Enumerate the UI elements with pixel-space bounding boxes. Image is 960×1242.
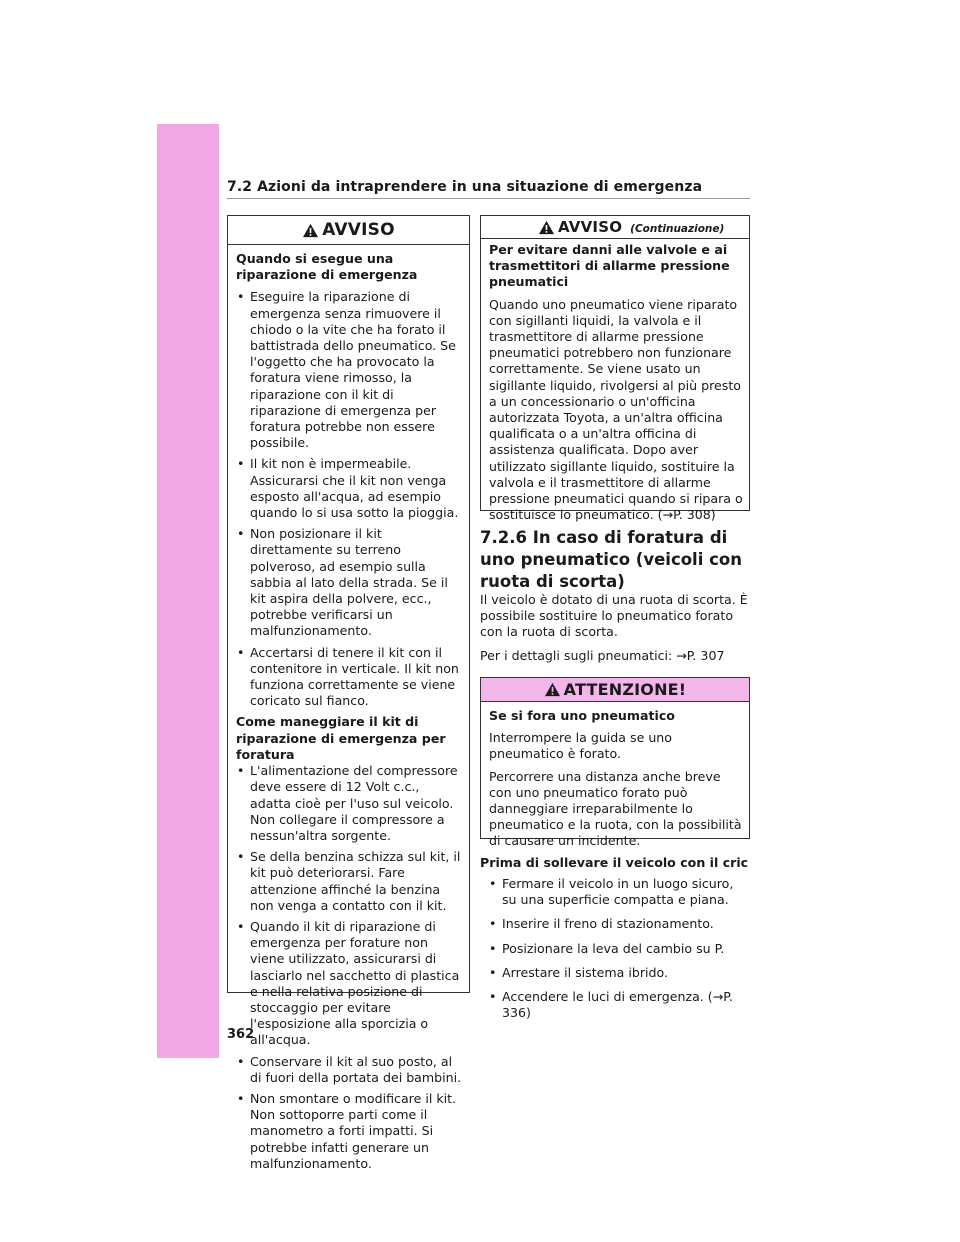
warning-title: AVVISO: [322, 220, 395, 240]
attention-text: Percorrere una distanza anche breve con uno pneumatico forato può danneggiare irreparabilmente lo pneumatico e la ruota, con la possibilità di causare un incidente.: [489, 768, 742, 849]
jack-steps: [488, 876, 750, 1029]
list-item: • Non smontare o modificare il kit. Non sottoporre parti come il manometro a forti impatti. Si potrebbe infatti generare un malfunzionamento.: [236, 1091, 463, 1172]
warning-triangle-icon: [538, 220, 555, 235]
attention-header: [481, 678, 749, 702]
warning-list-2: [236, 763, 463, 1172]
list-item: • Eseguire la riparazione di emergenza senza rimuovere il chiodo o la vite che ha forato il battistrada dello pneumatico. Se l'oggetto che ha provocato la foratura viene rimosso, la riparazione con il kit di riparazione di emergenza per foratura potrebbe non essere possibile.: [236, 289, 463, 451]
warning-list-1: [236, 289, 463, 709]
list-item: • Accertarsi di tenere il kit con il contenitore in verticale. Il kit non funziona correttamente se viene coricato sul fianco.: [236, 645, 463, 710]
section-title: 7.2.6 In caso di foratura di uno pneumatico (veicoli con ruota di scorta): [480, 528, 742, 591]
chapter-tab-sidebar: [157, 124, 219, 1058]
jack-heading: Prima di sollevare il veicolo con il cric: [480, 855, 749, 870]
warning-box-continued: [480, 215, 750, 523]
continuation-label: (Continuazione): [630, 222, 725, 235]
warning-triangle-icon: [544, 682, 561, 697]
warning-triangle-icon: [302, 223, 319, 238]
warning-subheading: Come maneggiare il kit di riparazione di emergenza per foratura: [236, 714, 446, 762]
tire-reference-link[interactable]: Per i dettagli sugli pneumatici: →P. 307: [480, 648, 725, 663]
warning-box-header: [228, 216, 469, 245]
intro-text: Il veicolo è dotato di una ruota di scorta. È possibile sostituire lo pneumatico forato con la ruota di scorta.: [480, 592, 748, 640]
warning-box-header: [481, 216, 749, 239]
list-item: • L'alimentazione del compressore deve essere di 12 Volt c.c., adatta cioè per l'uso sul veicolo. Non collegare il compressore a nessun'altra sorgente.: [236, 763, 463, 844]
list-item: • Non posizionare il kit direttamente su terreno polveroso, ad esempio sulla sabbia al lato della strada. Se il kit aspira della polvere, ecc., potrebbe verificarsi un malfunzionamento.: [236, 526, 463, 639]
attention-box: [480, 677, 750, 849]
page-number: 362: [227, 1027, 255, 1042]
page-header-title: 7.2 Azioni da intraprendere in una situazione di emergenza: [227, 179, 703, 195]
warning-subheading: Per evitare danni alle valvole e ai trasmettitori di allarme pressione pneumatici: [489, 242, 730, 290]
list-item: • Conservare il kit al suo posto, al di fuori della portata dei bambini.: [236, 1054, 463, 1086]
list-item: • Se della benzina schizza sul kit, il kit può deteriorarsi. Fare attenzione affinché la benzina non venga a contatto con il kit.: [236, 849, 463, 914]
list-item: • Quando il kit di riparazione di emergenza per forature non viene utilizzato, assicurarsi di lasciarlo nel sacchetto di plastica e nella relativa posizione di stoccaggio per evitare l'esposizione alla sporcizia o all'acqua.: [236, 919, 463, 1049]
list-item: • Posizionare la leva del cambio su P.: [488, 941, 750, 957]
list-item: • Fermare il veicolo in un luogo sicuro, su una superficie compatta e piana.: [488, 876, 750, 908]
list-item: • Inserire il freno di stazionamento.: [488, 916, 750, 932]
warning-subheading: Quando si esegue una riparazione di emergenza: [236, 251, 418, 283]
list-item: • Accendere le luci di emergenza. (→P. 336): [488, 989, 750, 1021]
list-item: • Il kit non è impermeabile. Assicurarsi che il kit non venga esposto all'acqua, ad esempio quando lo si usa sotto la pioggia.: [236, 456, 463, 521]
section-intro: [480, 592, 748, 641]
warning-title: AVVISO: [558, 218, 623, 236]
attention-title: ATTENZIONE!: [563, 680, 687, 699]
header-rule: [227, 198, 750, 199]
list-item: • Arrestare il sistema ibrido.: [488, 965, 750, 981]
section-ref: [480, 648, 748, 664]
warning-body: Quando uno pneumatico viene riparato con sigillanti liquidi, la valvola e il trasmettitore di allarme pressione pneumatici potrebbero non funzionare correttamente. Se viene usato un sigillante liquido, rivolgersi al più presto a un concessionario o un'officina autorizzata Toyota, a un'altra officina qualificata o a un'altra officina di assistenza qualificata. Dopo aver utilizzato sigillante liquido, sostituire la valvola e il trasmettitore di allarme pressione pneumatici quando si ripara o sostituisce lo pneumatico. (→P. 308): [489, 296, 743, 523]
attention-text: Interrompere la guida se uno pneumatico è forato.: [489, 730, 672, 762]
attention-subheading: Se si fora uno pneumatico: [489, 708, 675, 723]
